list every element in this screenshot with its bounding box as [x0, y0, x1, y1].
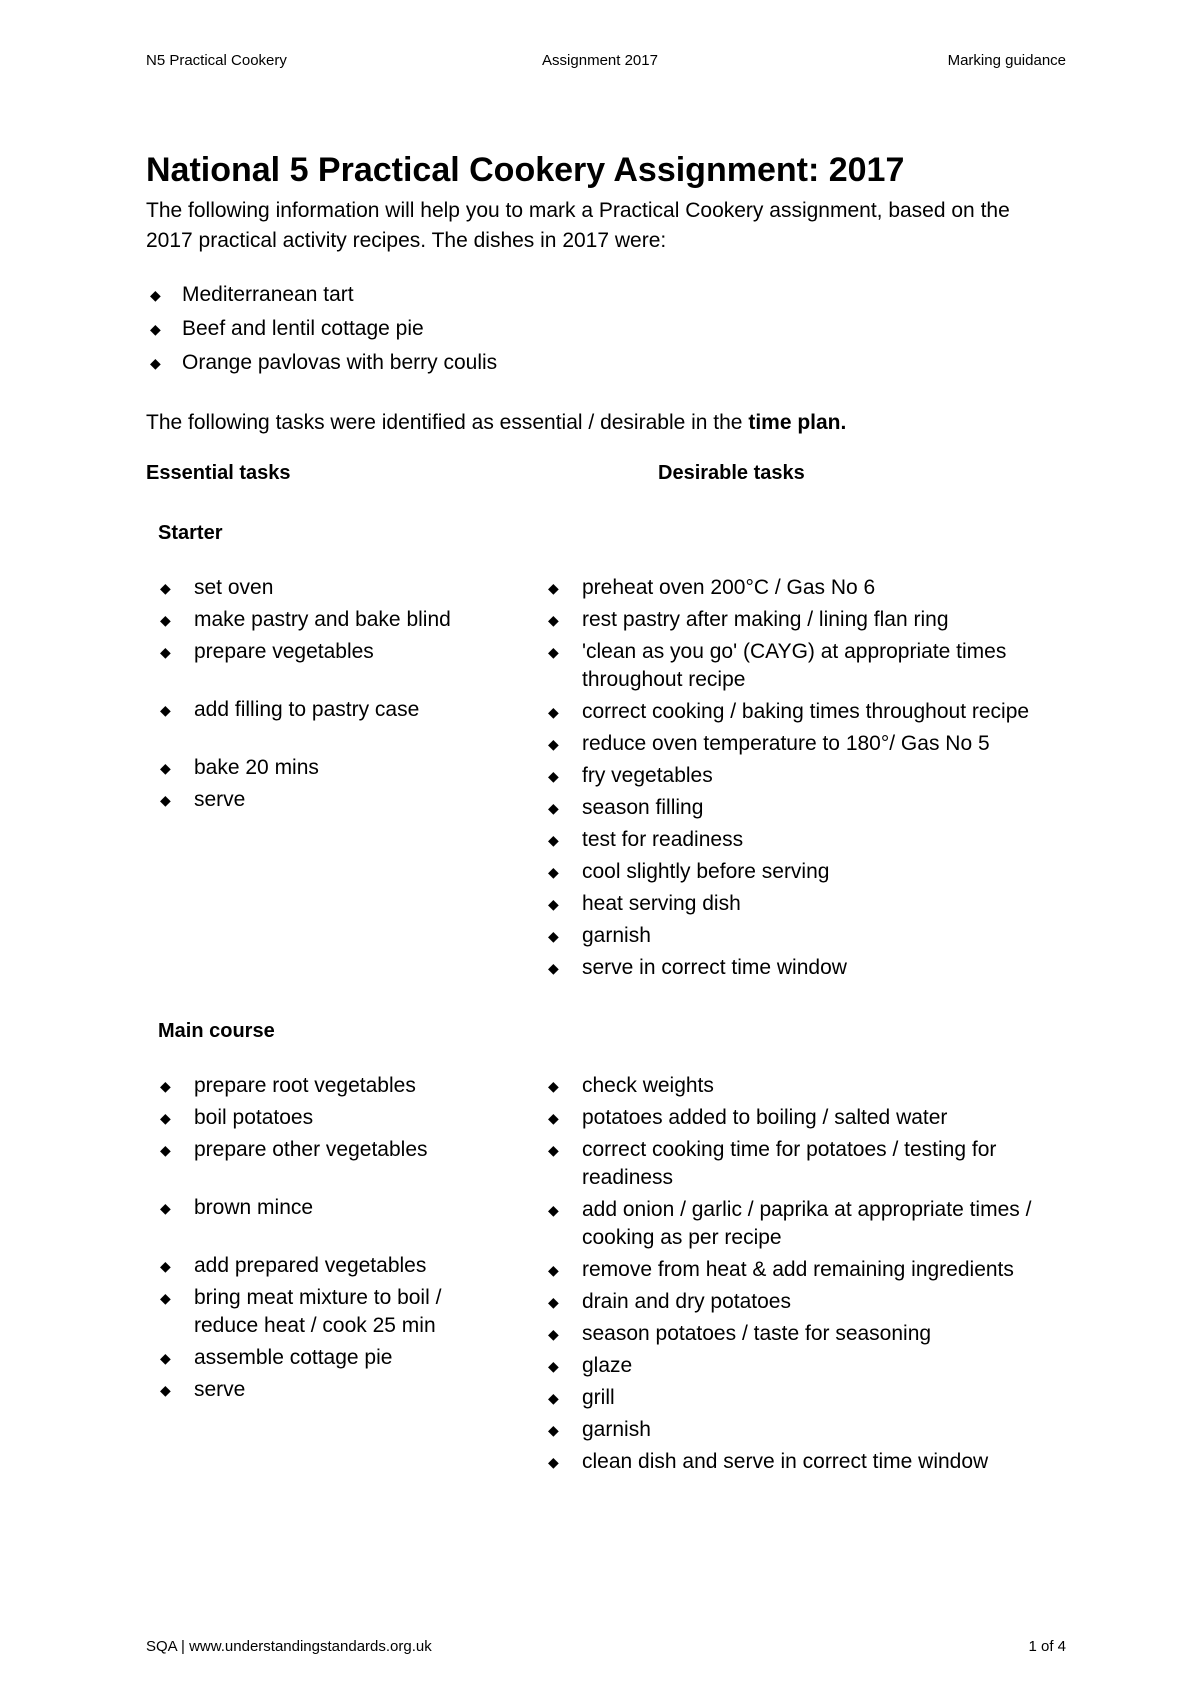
- diamond-bullet-icon: ◆: [548, 1262, 559, 1278]
- diamond-bullet-icon: ◆: [548, 832, 559, 848]
- task-item: ◆ serve: [158, 1376, 518, 1404]
- task-item: ◆ bake 20 mins: [158, 754, 518, 782]
- task-item: ◆ make pastry and bake blind: [158, 606, 518, 634]
- task-item: ◆ rest pastry after making / lining flan ring: [546, 606, 1046, 634]
- task-item: ◆ reduce oven temperature to 180°/ Gas No 5: [546, 730, 1046, 758]
- header-right: Marking guidance: [947, 52, 1066, 69]
- diamond-bullet-icon: ◆: [160, 612, 171, 628]
- timeplan-emphasis: time plan.: [748, 411, 847, 434]
- diamond-bullet-icon: ◆: [548, 644, 559, 660]
- dish-item: ◆ Beef and lentil cottage pie: [146, 312, 1066, 346]
- task-item: ◆ heat serving dish: [546, 890, 1046, 918]
- diamond-bullet-icon: ◆: [150, 321, 161, 337]
- main-essential-list: [158, 1072, 518, 1404]
- task-item: ◆ prepare vegetables: [158, 638, 518, 666]
- task-item: ◆ correct cooking / baking times throughout recipe: [546, 698, 1046, 726]
- main-desirable-list: [546, 1072, 1046, 1476]
- task-item: ◆ correct cooking time for potatoes / testing for readiness: [548, 1138, 997, 1189]
- column-headings: [146, 462, 1066, 492]
- task-item: ◆ remove from heat & add remaining ingredients: [546, 1256, 1046, 1284]
- diamond-bullet-icon: ◆: [160, 1110, 171, 1126]
- diamond-bullet-icon: ◆: [548, 928, 559, 944]
- diamond-bullet-icon: ◆: [160, 1142, 171, 1158]
- diamond-bullet-icon: ◆: [160, 1078, 171, 1094]
- diamond-bullet-icon: ◆: [548, 580, 559, 596]
- task-item: ◆ drain and dry potatoes: [546, 1288, 1046, 1316]
- document-body: [146, 148, 1066, 1492]
- diamond-bullet-icon: ◆: [160, 1290, 171, 1306]
- task-item: ◆ serve in correct time window: [546, 954, 1046, 982]
- header-center: Assignment 2017: [542, 52, 658, 69]
- task-item: ◆ 'clean as you go' (CAYG) at appropriate times throughout recipe: [548, 640, 1007, 691]
- task-item: ◆ prepare other vegetables: [158, 1136, 518, 1164]
- task-item: ◆ grill: [546, 1384, 1046, 1412]
- task-item: ◆ potatoes added to boiling / salted water: [546, 1104, 1046, 1132]
- task-item: ◆ check weights: [546, 1072, 1046, 1100]
- task-item: ◆ add onion / garlic / paprika at appropriate times / cooking as per recipe: [548, 1198, 1032, 1249]
- diamond-bullet-icon: ◆: [548, 1422, 559, 1438]
- diamond-bullet-icon: ◆: [548, 768, 559, 784]
- diamond-bullet-icon: ◆: [548, 896, 559, 912]
- section-title-main-course: Main course: [158, 1020, 275, 1042]
- diamond-bullet-icon: ◆: [548, 1358, 559, 1374]
- task-item: ◆ season filling: [546, 794, 1046, 822]
- dishes-list: [146, 278, 1066, 380]
- dish-item: ◆ Orange pavlovas with berry coulis: [146, 346, 1066, 380]
- diamond-bullet-icon: ◆: [160, 1350, 171, 1366]
- main-course-task-columns: [146, 1072, 1066, 1492]
- task-item: ◆ serve: [158, 786, 518, 814]
- task-item: ◆ set oven: [158, 574, 518, 602]
- diamond-bullet-icon: ◆: [548, 864, 559, 880]
- starter-desirable-list: [546, 574, 1046, 982]
- task-item: ◆ boil potatoes: [158, 1104, 518, 1132]
- diamond-bullet-icon: ◆: [160, 1382, 171, 1398]
- task-item: ◆ preheat oven 200°C / Gas No 6: [546, 574, 1046, 602]
- diamond-bullet-icon: ◆: [548, 1294, 559, 1310]
- diamond-bullet-icon: ◆: [548, 800, 559, 816]
- diamond-bullet-icon: ◆: [150, 355, 161, 371]
- diamond-bullet-icon: ◆: [548, 736, 559, 752]
- starter-task-columns: [146, 574, 1066, 990]
- diamond-bullet-icon: ◆: [548, 1454, 559, 1470]
- task-item: ◆ clean dish and serve in correct time window: [546, 1448, 1046, 1476]
- diamond-bullet-icon: ◆: [548, 1326, 559, 1342]
- diamond-bullet-icon: ◆: [150, 287, 161, 303]
- task-item: ◆ add filling to pastry case: [158, 696, 518, 724]
- diamond-bullet-icon: ◆: [160, 702, 171, 718]
- diamond-bullet-icon: ◆: [548, 1202, 559, 1218]
- diamond-bullet-icon: ◆: [548, 1078, 559, 1094]
- diamond-bullet-icon: ◆: [160, 580, 171, 596]
- diamond-bullet-icon: ◆: [160, 792, 171, 808]
- task-item: ◆ test for readiness: [546, 826, 1046, 854]
- diamond-bullet-icon: ◆: [160, 760, 171, 776]
- dish-item: ◆ Mediterranean tart: [146, 278, 1066, 312]
- diamond-bullet-icon: ◆: [160, 644, 171, 660]
- diamond-bullet-icon: ◆: [160, 1200, 171, 1216]
- diamond-bullet-icon: ◆: [548, 1390, 559, 1406]
- essential-tasks-heading: Essential tasks: [146, 462, 291, 484]
- diamond-bullet-icon: ◆: [160, 1258, 171, 1274]
- task-item: ◆ glaze: [546, 1352, 1046, 1380]
- task-item: ◆ garnish: [546, 922, 1046, 950]
- task-item: ◆ garnish: [546, 1416, 1046, 1444]
- task-item: ◆ assemble cottage pie: [158, 1344, 518, 1372]
- task-item: ◆ fry vegetables: [546, 762, 1046, 790]
- task-item: ◆ season potatoes / taste for seasoning: [546, 1320, 1046, 1348]
- section-title-starter: Starter: [158, 522, 223, 544]
- header-left: N5 Practical Cookery: [146, 52, 287, 69]
- page-number: 1 of 4: [1028, 1638, 1066, 1655]
- diamond-bullet-icon: ◆: [548, 1142, 559, 1158]
- footer-left: SQA | www.understandingstandards.org.uk: [146, 1638, 432, 1655]
- task-item: ◆ brown mince: [158, 1194, 518, 1222]
- task-item: ◆ prepare root vegetables: [158, 1072, 518, 1100]
- task-item: ◆ cool slightly before serving: [546, 858, 1046, 886]
- desirable-tasks-heading: Desirable tasks: [658, 462, 805, 484]
- timeplan-sentence: The following tasks were identified as essential / desirable in the time plan.: [146, 411, 847, 434]
- page-title: National 5 Practical Cookery Assignment: 2017: [146, 151, 905, 189]
- starter-essential-list: [158, 574, 518, 814]
- diamond-bullet-icon: ◆: [548, 1110, 559, 1126]
- task-item: ◆ bring meat mixture to boil / reduce heat / cook 25 min: [160, 1286, 442, 1337]
- task-item: ◆ add prepared vegetables: [158, 1252, 518, 1280]
- diamond-bullet-icon: ◆: [548, 960, 559, 976]
- intro-paragraph: The following information will help you to mark a Practical Cookery assignment, based on the 2017 practical activity recipes. The dishes in 2017 were:: [146, 199, 1010, 252]
- diamond-bullet-icon: ◆: [548, 612, 559, 628]
- diamond-bullet-icon: ◆: [548, 704, 559, 720]
